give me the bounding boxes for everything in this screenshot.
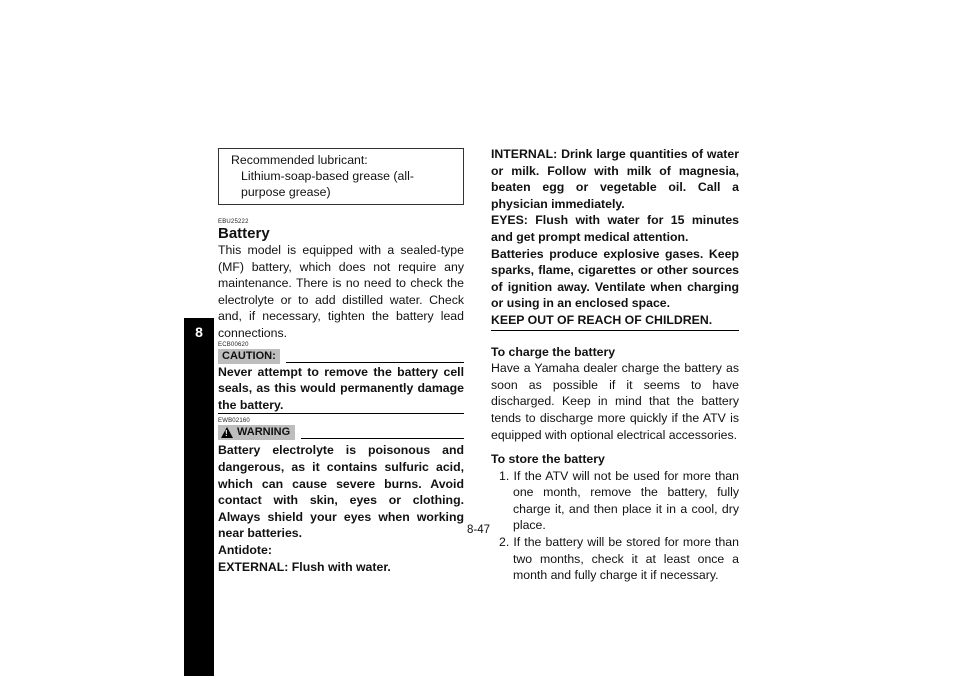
warning-gases: Batteries produce explosive gases. Keep sparks, flame, cigarettes or other sources of ignition away. Ventilate when charging or using in an enclosed space. [491,246,739,311]
warning-code: EWB02160 [218,418,250,425]
warning-text: Battery electrolyte is poisonous and dangerous, as it contains sulfuric acid, which can cause severe burns. Avoid contact with skin, eyes or clothing. Always shield your eyes when working near batteries. [218,443,464,541]
chapter-tab [184,318,214,676]
store-heading: To store the battery [491,452,605,467]
caution-label-row [218,349,464,364]
caution-badge: CAUTION: [218,349,280,364]
charge-text: Have a Yamaha dealer charge the battery as soon as possible if it seems to have discharged. Keep in mind that the battery tends to discharge more quickly if the ATV is equipped with optional electrical accessories. [491,361,739,442]
warning-antidote-label: Antidote: [218,542,272,557]
battery-section-code: EBU25222 [218,219,249,225]
warning-children: KEEP OUT OF REACH OF CHILDREN. [491,312,713,327]
warning-triangle-icon: ! [221,427,233,438]
page-number: 8-47 [467,524,491,536]
warning-badge [218,425,295,440]
store-step-2: 2. If the battery will be stored for more than two months, check it at least once a month and fully charge it if necessary. [499,535,739,583]
warning-internal: INTERNAL: Drink large quantities of water or milk. Follow with milk of magnesia, beaten egg or vegetable oil. Call a physician immediately. [491,147,739,211]
store-step-1: 1. If the ATV will not be used for more than one month, remove the battery, fully charge it, and then place it in a cool, dry place. [499,468,739,533]
caution-text: Never attempt to remove the battery cell seals, as this would permanently damage the battery. [218,364,464,412]
lubricant-box [218,148,464,205]
warning-eyes: EYES: Flush with water for 15 minutes and get prompt medical attention. [491,213,739,244]
right-column [491,146,739,584]
left-column [218,148,464,575]
lubricant-box-heading: Recommended lubricant: [231,153,368,167]
battery-section-title: Battery [218,225,270,242]
caution-code: ECB00620 [218,341,249,348]
battery-intro-text: This model is equipped with a sealed-type (MF) battery, which does not require any maintenance. There is no need to check the electrolyte or to add distilled water. Check and, if necessary, tighten the battery lead connections. [218,243,464,340]
store-steps-list [491,468,739,584]
warning-rule [301,438,464,439]
lubricant-box-value: Lithium-soap-based grease (all-purpose grease) [241,169,414,199]
charge-heading: To charge the battery [491,344,616,359]
warning-label-row [218,425,464,440]
warning-external: EXTERNAL: Flush with water. [218,559,391,574]
chapter-tab-number: 8 [195,324,203,340]
caution-rule [286,362,464,363]
warning-badge-label: WARNING [237,426,291,439]
